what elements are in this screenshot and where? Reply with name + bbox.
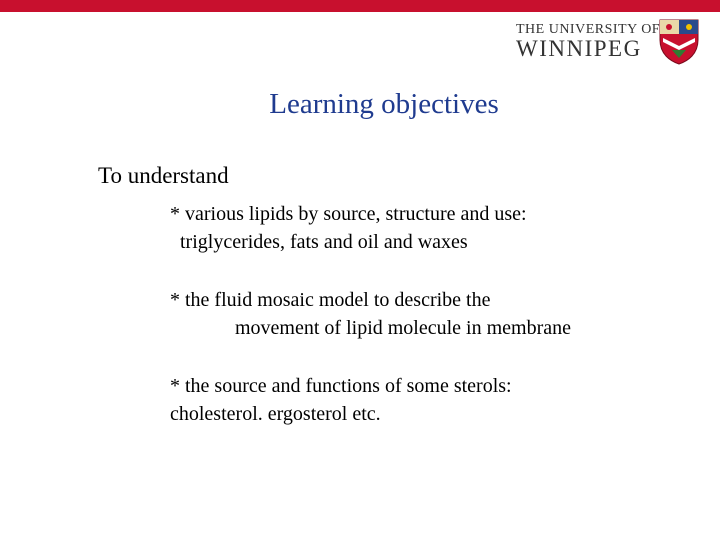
top-accent-bar xyxy=(0,0,720,12)
university-crest-icon xyxy=(658,18,700,66)
university-logo xyxy=(516,22,661,62)
bullet-item-3: * the source and functions of some sterols: cholesterol. ergosterol etc. xyxy=(170,375,512,425)
bullet-item-2: * the fluid mosaic model to describe the movement of lipid molecule in membrane xyxy=(170,289,572,339)
slide-title: Learning objectives xyxy=(269,88,499,120)
intro-text: To understand xyxy=(98,163,229,188)
logo-line-1: THE UNIVERSITY OF xyxy=(516,22,661,37)
bullet-item-1: * various lipids by source, structure and use: triglycerides, fats and oil and waxes xyxy=(170,203,527,253)
logo-line-2: WINNIPEG xyxy=(516,36,642,61)
